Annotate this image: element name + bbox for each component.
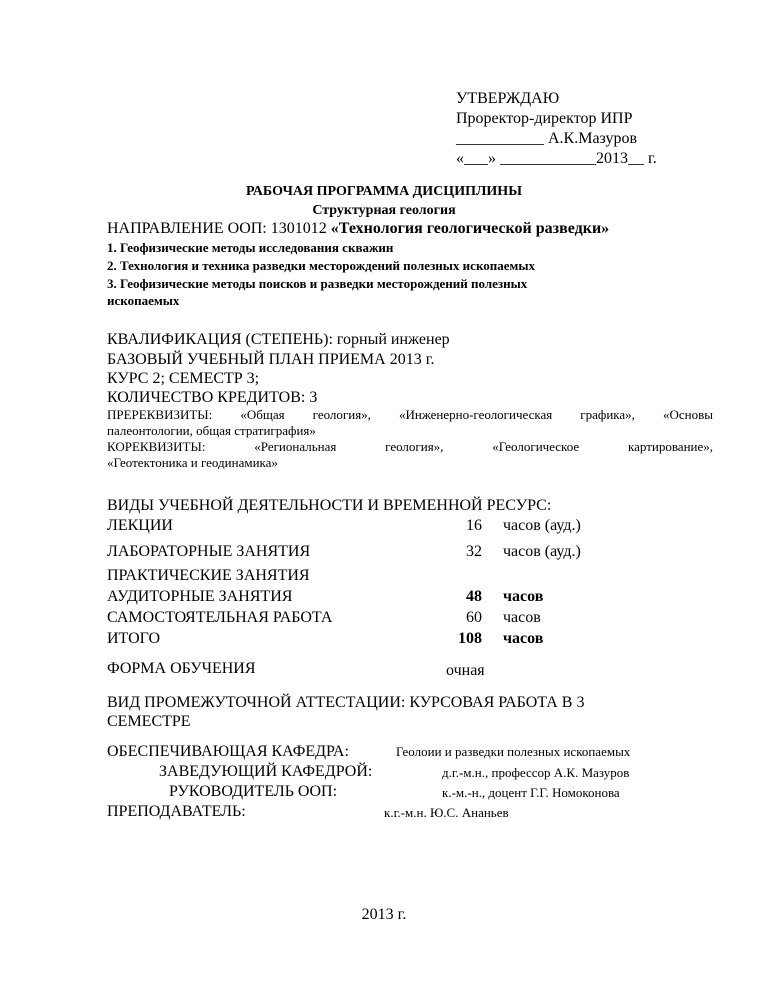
direction-line	[107, 219, 609, 238]
activity-hours: 16	[466, 517, 482, 534]
direction-name: «Технология геологической разведки»	[330, 220, 610, 237]
attestation-line: ВИД ПРОМЕЖУТОЧНОЙ АТТЕСТАЦИИ: КУРСОВАЯ РАБОТА В 3	[107, 694, 585, 711]
activity-unit: часов	[503, 630, 544, 647]
prerequisites-line: палеонтологии, общая стратиграфия»	[107, 423, 316, 438]
teacher-label: ПРЕПОДАВАТЕЛЬ:	[107, 803, 246, 820]
profile-item: 3. Геофизические методы поисков и разведки месторождений полезных	[107, 276, 528, 291]
footer-year: 2013 г.	[361, 906, 407, 923]
qualification: КВАЛИФИКАЦИЯ (СТЕПЕНЬ): горный инженер	[107, 331, 450, 348]
supervisor-value: к.-м.-н., доцент Г.Г. Номоконова	[442, 785, 620, 800]
credits: КОЛИЧЕСТВО КРЕДИТОВ: 3	[107, 389, 318, 406]
department-value: Геолоии и разведки полезных ископаемых	[396, 744, 631, 759]
activity-hours: 48	[466, 588, 482, 605]
prerequisites-line: ПРЕРЕКВИЗИТЫ: «Общая геология», «Инженерно-геологическая графика», «Основы	[107, 407, 713, 422]
approval-signature: ___________ А.К.Мазуров	[456, 130, 638, 147]
head-label: ЗАВЕДУЮЩИЙ КАФЕДРОЙ:	[159, 763, 373, 780]
activity-hours: 32	[466, 543, 482, 560]
approval-line: УТВЕРЖДАЮ	[456, 90, 560, 107]
activity-label: САМОСТОЯТЕЛЬНАЯ РАБОТА	[107, 609, 333, 626]
direction-prefix: НАПРАВЛЕНИЕ ООП: 1301012	[107, 220, 331, 237]
study-form-value: очная	[446, 662, 485, 679]
department-label: ОБЕСПЕЧИВАЮЩАЯ КАФЕДРА:	[107, 743, 349, 760]
document-title: РАБОЧАЯ ПРОГРАММА ДИСЦИПЛИНЫ	[246, 184, 522, 199]
base-plan: БАЗОВЫЙ УЧЕБНЫЙ ПЛАН ПРИЕМА 2013 г.	[107, 351, 435, 368]
profile-item: 1. Геофизические методы исследования скважин	[107, 240, 394, 255]
activity-unit: часов (ауд.)	[503, 517, 581, 534]
corequisites-line: КОРЕКВИЗИТЫ: «Региональная геология», «Геологическое картирование»,	[107, 439, 713, 454]
activity-label: АУДИТОРНЫЕ ЗАНЯТИЯ	[107, 588, 293, 605]
activity-unit: часов	[503, 609, 541, 626]
attestation-line: СЕМЕСТРЕ	[107, 713, 191, 730]
activity-hours: 60	[466, 609, 482, 626]
activity-label: ИТОГО	[107, 630, 161, 647]
activities-heading: ВИДЫ УЧЕБНОЙ ДЕЯТЕЛЬНОСТИ И ВРЕМЕННОЙ РЕСУРС:	[107, 497, 552, 514]
profile-item: ископаемых	[107, 293, 180, 308]
activity-label: ЛАБОРАТОРНЫЕ ЗАНЯТИЯ	[107, 543, 311, 560]
approval-date: «___» ____________2013__ г.	[456, 150, 657, 167]
activity-hours: 108	[458, 630, 482, 647]
study-form-label: ФОРМА ОБУЧЕНИЯ	[107, 660, 256, 677]
activity-label: ПРАКТИЧЕСКИЕ ЗАНЯТИЯ	[107, 567, 310, 584]
corequisites-line: «Геотектоника и геодинамика»	[107, 455, 278, 470]
activity-label: ЛЕКЦИИ	[107, 517, 173, 534]
activity-unit: часов	[503, 588, 544, 605]
activity-unit: часов (ауд.)	[503, 543, 581, 560]
head-value: д.г.-м.н., профессор А.К. Мазуров	[442, 765, 630, 780]
approval-position: Проректор-директор ИПР	[456, 110, 633, 127]
subject-title: Структурная геология	[312, 203, 456, 218]
teacher-value: к.г.-м.н. Ю.С. Ананьев	[384, 805, 509, 820]
supervisor-label: РУКОВОДИТЕЛЬ ООП:	[169, 783, 338, 800]
course-semester: КУРС 2; СЕМЕСТР 3;	[107, 370, 260, 387]
profile-item: 2. Технология и техника разведки месторождений полезных ископаемых	[107, 258, 536, 273]
